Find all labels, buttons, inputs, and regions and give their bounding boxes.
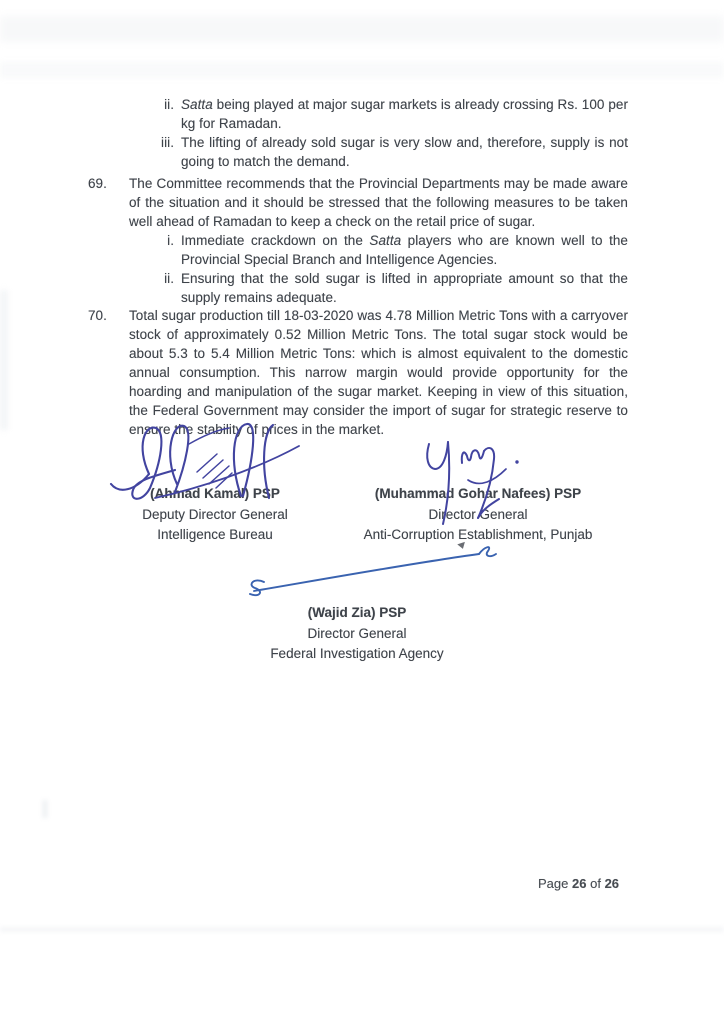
page-number-footer bbox=[538, 876, 619, 891]
sublist-item-lifting: Ensuring that the sold sugar is lifted in appropriate amount so that the supply remains adequate. bbox=[181, 271, 628, 305]
signatory-org: Federal Investigation Agency bbox=[270, 646, 444, 661]
sublist-item-pre: Immediate crackdown on the bbox=[181, 233, 363, 248]
signatory-org: Anti-Corruption Establishment, Punjab bbox=[363, 527, 593, 542]
scan-artifact-band-2 bbox=[0, 62, 724, 78]
signature-gohar-nafees bbox=[416, 436, 531, 528]
list-item-satta-price bbox=[181, 95, 628, 133]
signatory-block-wajid-zia bbox=[237, 603, 477, 665]
paragraph-69-number: 69. bbox=[88, 176, 107, 191]
sublist-item-crackdown bbox=[181, 231, 628, 269]
list-marker-iii: iii. bbox=[161, 135, 174, 150]
paragraph-70-number: 70. bbox=[88, 308, 107, 323]
scan-artifact-left-smudge bbox=[0, 290, 8, 430]
signatory-name: (Wajid Zia) PSP bbox=[307, 605, 407, 620]
signatory-name: (Ahmad Kamal) PSP bbox=[150, 486, 280, 501]
signatory-title: Director General bbox=[428, 506, 528, 522]
signatory-title: Deputy Director General bbox=[142, 506, 288, 522]
scan-artifact-smudge-2 bbox=[42, 800, 48, 818]
sublist-marker-ii: ii. bbox=[164, 271, 174, 286]
scan-artifact-bottom-band bbox=[0, 927, 724, 932]
signatory-org: Intelligence Bureau bbox=[157, 527, 273, 542]
scan-artifact-top-band bbox=[0, 16, 724, 42]
footer-label-of: of bbox=[590, 876, 601, 891]
paragraph-69-text: The Committee recommends that the Provincial Departments may be made aware of the situation and it should be stressed that the following measures to be taken well ahead of Ramadan to keep a check on the retail price of sugar. bbox=[129, 176, 628, 229]
list-item-lifting-slow: The lifting of already sold sugar is very slow and, therefore, supply is not going to match the demand. bbox=[181, 135, 628, 169]
sublist-item-post: players who are known well to the Provincial Special Branch and Intelligence Agencies. bbox=[181, 233, 628, 267]
signatory-title: Director General bbox=[307, 625, 407, 641]
italic-term-satta: Satta bbox=[181, 97, 213, 112]
footer-label-page: Page bbox=[538, 876, 569, 891]
sublist-marker-i: i. bbox=[167, 233, 174, 248]
signature-ahmad-kamal bbox=[105, 418, 305, 503]
paragraph-70-text: Total sugar production till 18-03-2020 was 4.78 Million Metric Tons with a carryover stock of approximately 0.52 Million Metric Tons. The total sugar stock would be about 5.3 to 5.4 Million Metric Tons: which is almost equivalent to the domestic annual consumption. This narrow margin would provide opportunity for the hoarding and manipulation of the sugar market. Keeping in view of this situation, the Federal Government may consider the import of sugar for strategic reserve to ensure the stability of prices in the market. bbox=[129, 308, 628, 437]
list-marker-ii: ii. bbox=[164, 97, 174, 112]
signature-wajid-zia bbox=[233, 540, 508, 602]
signatory-name: (Muhammad Gohar Nafees) PSP bbox=[374, 486, 582, 501]
italic-term-satta: Satta bbox=[369, 233, 402, 248]
list-item-text: being played at major sugar markets is already crossing Rs. 100 per kg for Ramadan. bbox=[181, 97, 628, 131]
footer-total-pages: 26 bbox=[604, 876, 620, 891]
footer-current-page: 26 bbox=[572, 876, 587, 891]
